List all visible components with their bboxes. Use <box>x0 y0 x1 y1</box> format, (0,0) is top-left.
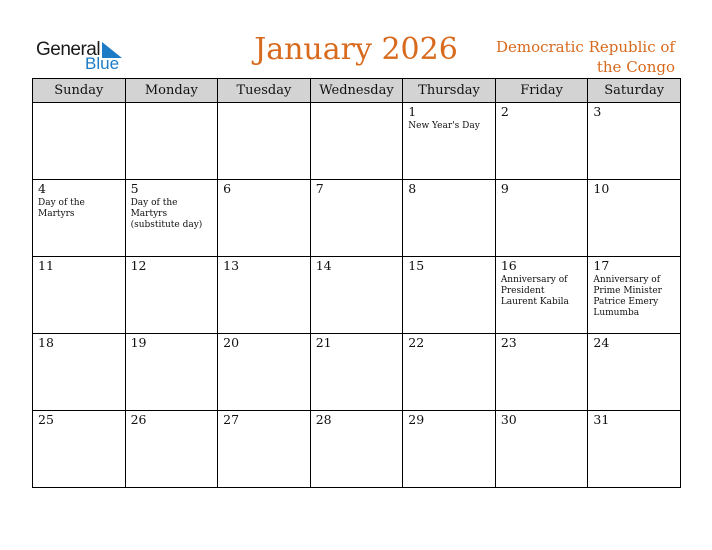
week-row <box>33 411 681 488</box>
day-cell <box>125 334 218 411</box>
week-row <box>33 257 681 334</box>
weekday-saturday: Saturday <box>588 79 681 103</box>
logo-general-text: General <box>36 39 101 60</box>
day-number: 26 <box>130 412 147 427</box>
week-row <box>33 103 681 180</box>
day-cell <box>403 257 496 334</box>
holiday-label: New Year's Day <box>408 121 480 131</box>
week-row <box>33 334 681 411</box>
day-cell <box>403 411 496 488</box>
day-number: 31 <box>593 412 610 427</box>
day-cell <box>403 334 496 411</box>
country-line-2: the Congo <box>596 58 675 76</box>
weekday-thursday: Thursday <box>403 79 496 103</box>
day-number: 13 <box>223 258 240 273</box>
day-number: 11 <box>38 258 54 273</box>
day-cell <box>33 103 126 180</box>
day-number: 23 <box>500 335 517 350</box>
day-cell <box>33 257 126 334</box>
day-cell <box>495 334 588 411</box>
day-number: 1 <box>408 104 417 119</box>
calendar-grid <box>32 78 681 488</box>
day-number: 30 <box>500 412 517 427</box>
day-cell <box>125 411 218 488</box>
day-number: 21 <box>315 335 332 350</box>
day-cell <box>310 103 403 180</box>
day-cell <box>218 257 311 334</box>
day-cell <box>495 411 588 488</box>
day-cell <box>588 411 681 488</box>
holiday-label: Day of the Martyrs (substitute day) <box>130 198 203 230</box>
day-number: 4 <box>38 181 46 196</box>
day-cell <box>403 180 496 257</box>
day-number: 3 <box>593 104 602 119</box>
weekday-header-row <box>33 79 681 103</box>
day-cell <box>218 103 311 180</box>
day-number: 15 <box>408 258 425 273</box>
day-cell <box>33 334 126 411</box>
day-cell <box>495 257 588 334</box>
day-number: 29 <box>408 412 425 427</box>
day-cell <box>33 180 126 257</box>
day-cell <box>310 257 403 334</box>
day-number: 28 <box>315 412 332 427</box>
day-number: 12 <box>130 258 147 273</box>
day-number: 27 <box>223 412 240 427</box>
day-cell <box>33 411 126 488</box>
weekday-wednesday: Wednesday <box>310 79 403 103</box>
day-number: 7 <box>315 181 324 196</box>
holiday-label: Anniversary of Prime Minister Patrice Emery Lumumba <box>593 275 662 318</box>
day-cell <box>218 411 311 488</box>
day-number: 16 <box>500 258 517 273</box>
day-cell <box>218 180 311 257</box>
day-cell <box>218 334 311 411</box>
day-number: 14 <box>315 258 332 273</box>
day-number: 9 <box>500 181 509 196</box>
logo-blue-text: Blue <box>85 54 120 73</box>
day-number: 10 <box>593 181 610 196</box>
day-number: 17 <box>593 258 610 273</box>
day-cell <box>495 180 588 257</box>
day-cell <box>125 257 218 334</box>
day-cell <box>310 411 403 488</box>
day-cell <box>588 103 681 180</box>
weekday-monday: Monday <box>125 79 218 103</box>
day-cell <box>125 103 218 180</box>
day-number: 19 <box>130 335 147 350</box>
calendar-title: January 2026 <box>254 32 458 67</box>
country-line-1: Democratic Republic of <box>495 38 675 56</box>
day-cell <box>495 103 588 180</box>
day-cell <box>125 180 218 257</box>
day-number: 5 <box>130 181 139 196</box>
day-number: 20 <box>223 335 240 350</box>
holiday-label: Anniversary of President Laurent Kabila <box>500 275 569 307</box>
holiday-label: Day of the Martyrs <box>38 198 85 219</box>
week-row <box>33 180 681 257</box>
country-name <box>485 37 675 77</box>
day-number: 25 <box>38 412 54 427</box>
day-number: 18 <box>38 335 54 350</box>
day-cell <box>588 334 681 411</box>
day-cell <box>588 257 681 334</box>
day-cell <box>310 180 403 257</box>
day-number: 6 <box>223 181 232 196</box>
day-number: 2 <box>500 104 509 119</box>
weekday-tuesday: Tuesday <box>218 79 311 103</box>
weekday-friday: Friday <box>495 79 588 103</box>
weekday-sunday: Sunday <box>33 79 126 103</box>
calendar-body <box>33 103 681 488</box>
day-number: 24 <box>593 335 610 350</box>
day-cell <box>403 103 496 180</box>
day-number: 22 <box>408 335 425 350</box>
day-cell <box>310 334 403 411</box>
day-cell <box>588 180 681 257</box>
day-number: 8 <box>408 181 417 196</box>
